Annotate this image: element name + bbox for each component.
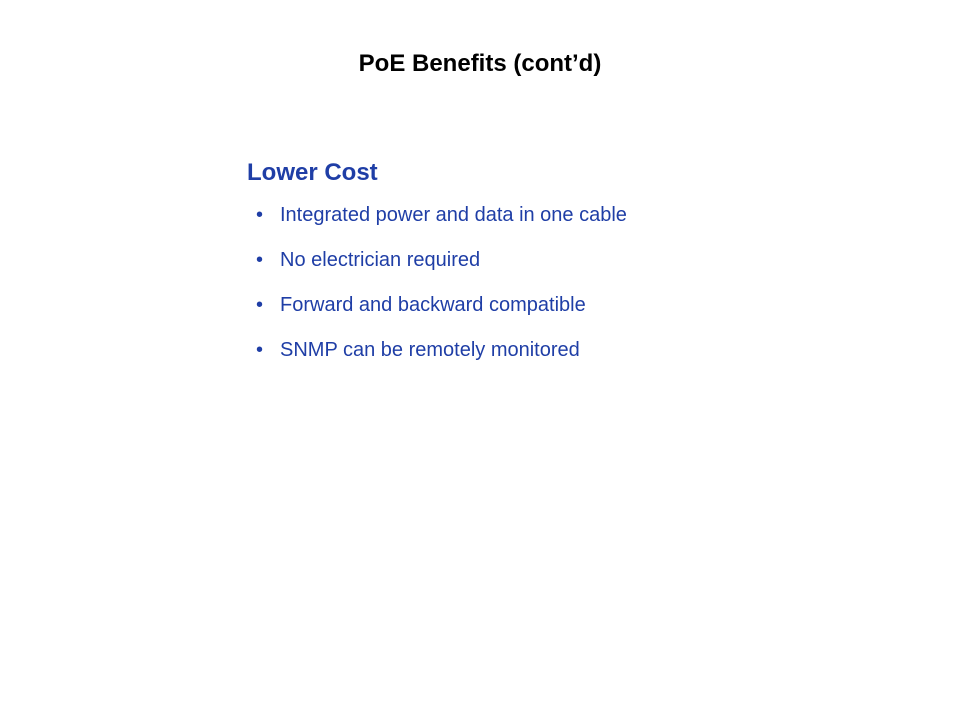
bullet-list [247, 203, 847, 362]
bullet-item [247, 293, 847, 317]
bullet-icon: • [256, 249, 264, 271]
bullet-text: SNMP can be remotely monitored [280, 339, 580, 361]
bullet-item [247, 248, 847, 272]
bullet-icon: • [256, 339, 264, 361]
bullet-icon: • [256, 294, 264, 316]
bullet-item [247, 338, 847, 362]
slide-content [247, 155, 847, 383]
slide-title: PoE Benefits (cont’d) [358, 50, 602, 77]
bullet-text: Forward and backward compatible [280, 294, 586, 316]
bullet-text: No electrician required [280, 249, 481, 271]
bullet-icon: • [256, 204, 264, 226]
section-heading: Lower Cost [247, 159, 378, 186]
bullet-text: Integrated power and data in one cable [280, 204, 627, 226]
bullet-item [247, 203, 847, 227]
